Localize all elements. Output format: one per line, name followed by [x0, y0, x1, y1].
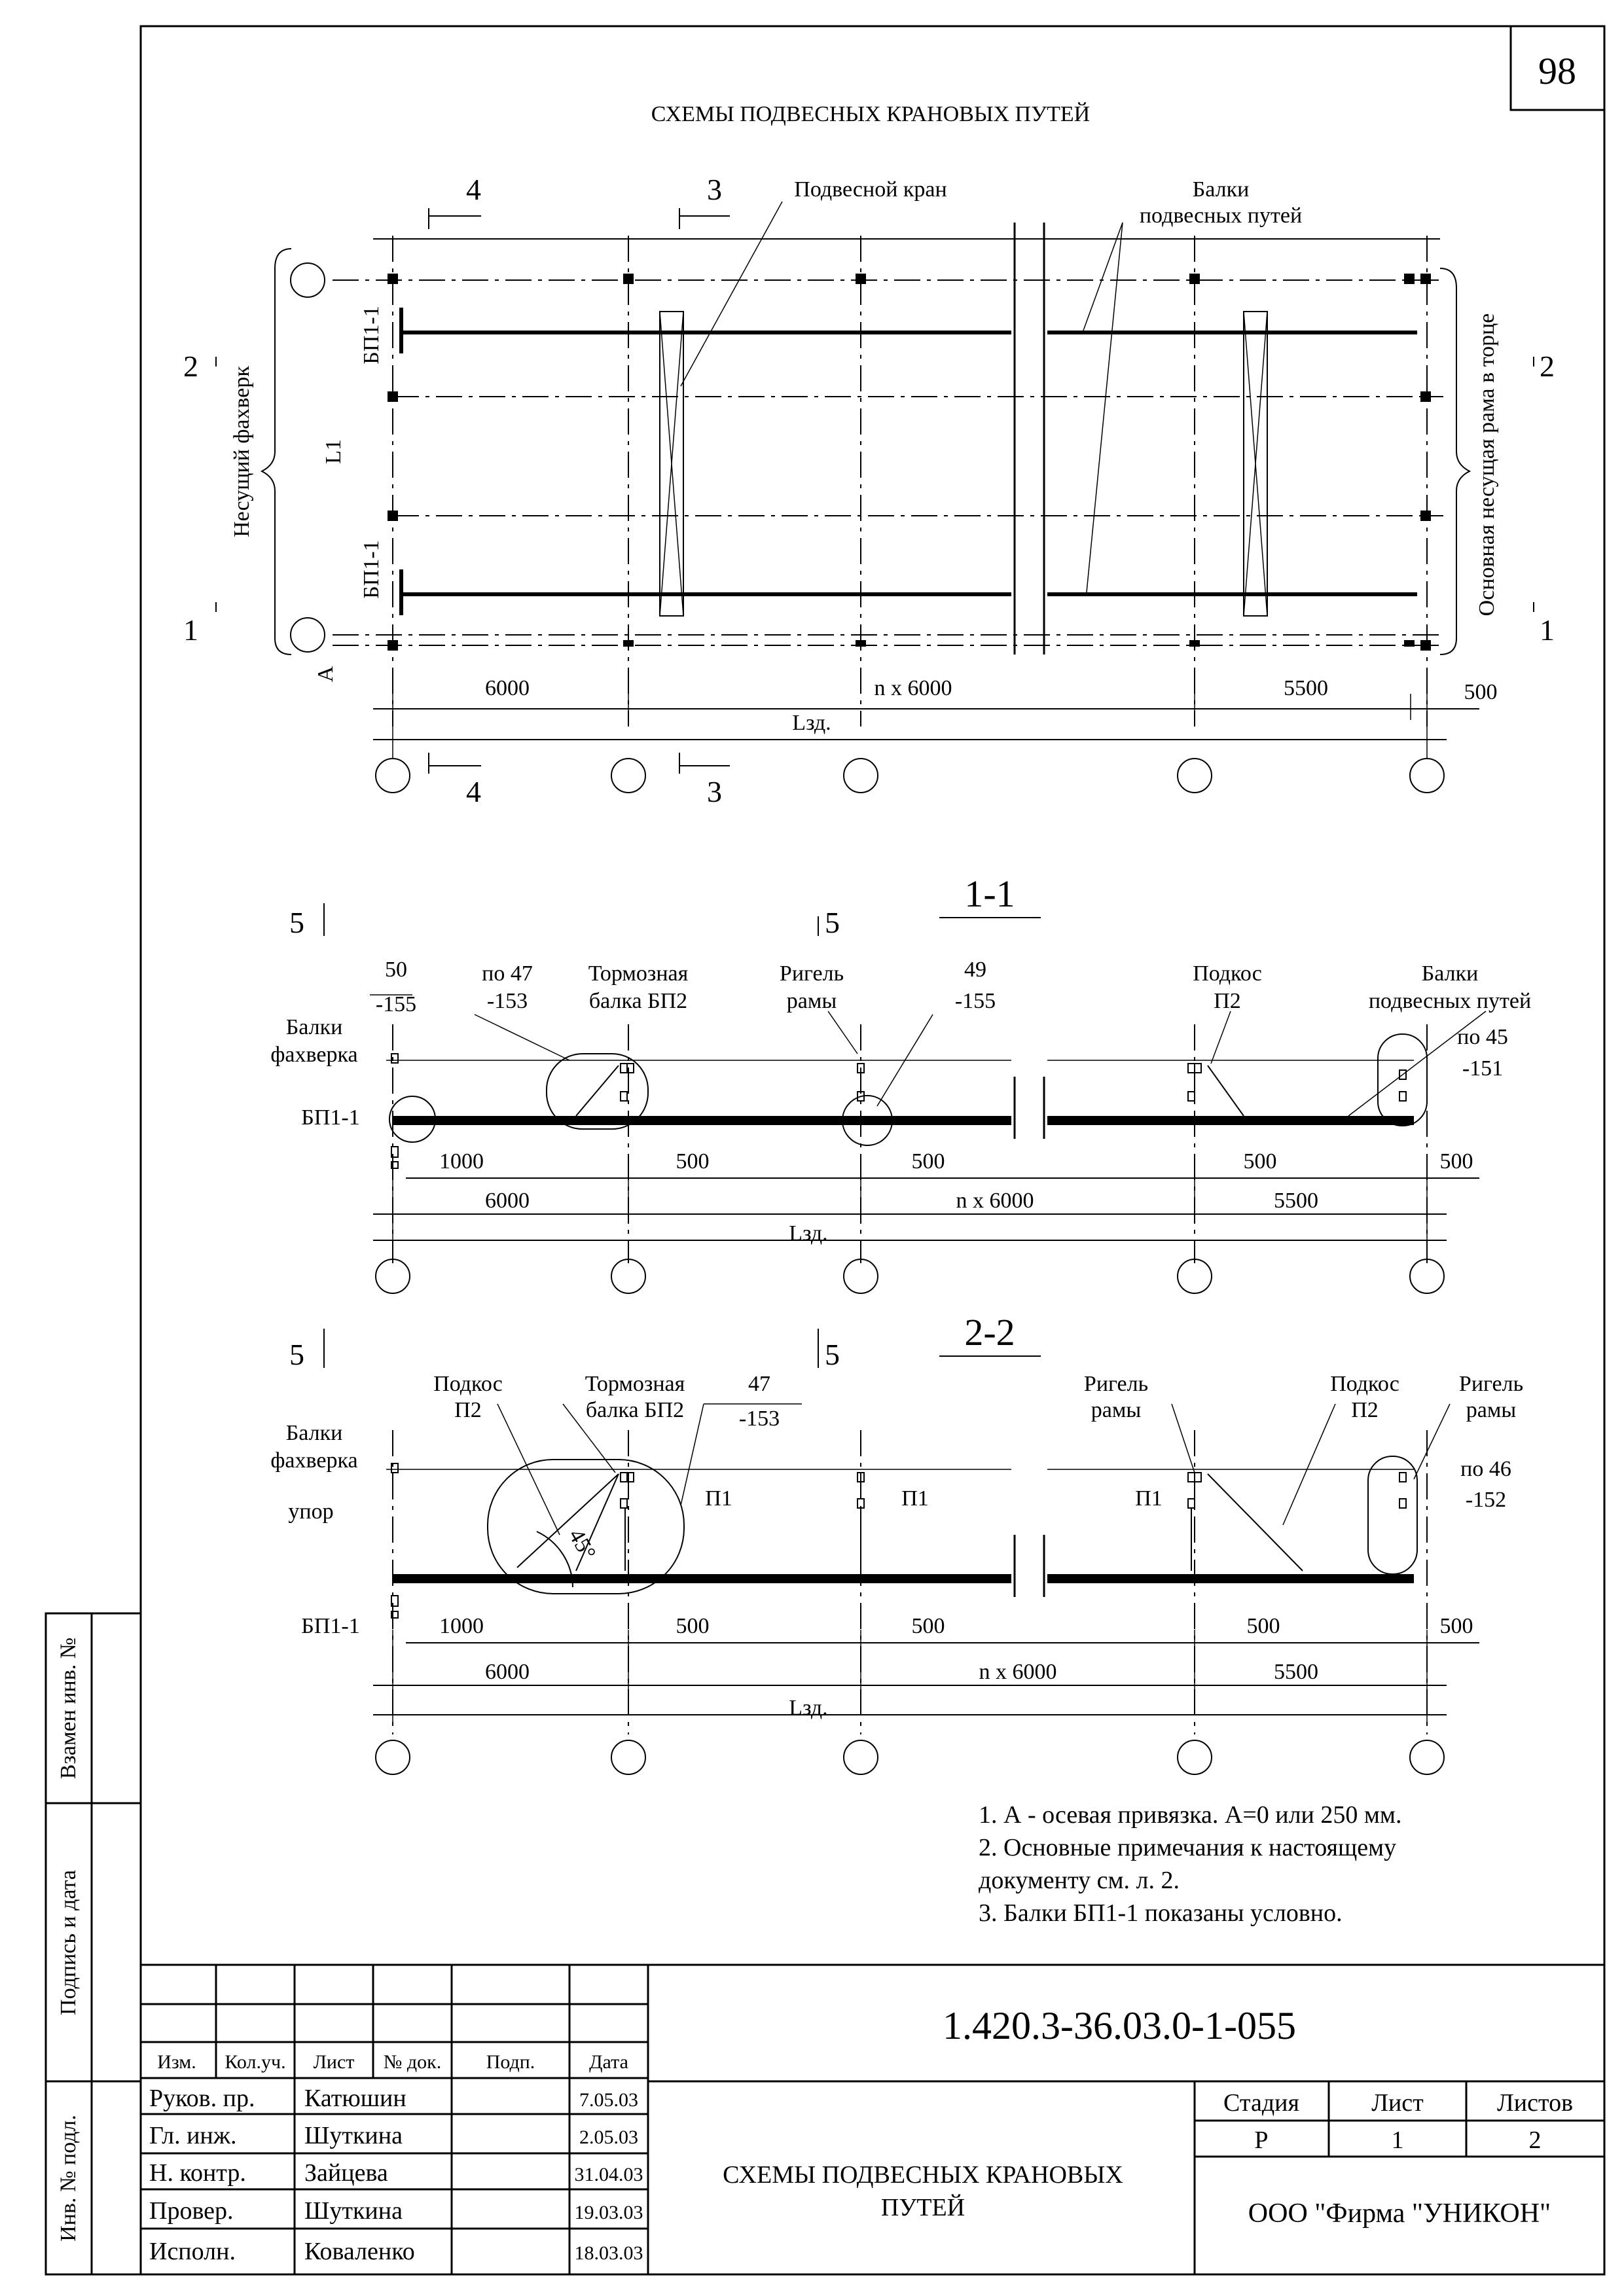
s22-label-p1-b: П1 [901, 1486, 929, 1511]
tb-sheet-header: Лист [1371, 2089, 1424, 2117]
plan-mark-3-bottom: 3 [707, 775, 722, 808]
title-block-name-1: СХЕМЫ ПОДВЕСНЫХ КРАНОВЫХ [723, 2161, 1123, 2189]
s11-callout-4-top: по 45 [1457, 1025, 1508, 1049]
plan-label-right-brace: Основная несущая рама в торце [1475, 313, 1499, 617]
plan-mark-3-top: 3 [707, 173, 722, 206]
tb-row-name: Шуткина [304, 2122, 403, 2149]
tb-row-role: Н. контр. [149, 2159, 246, 2187]
tb-sheets-header: Листов [1496, 2089, 1574, 2117]
plan-mark-1-right: 1 [1540, 613, 1555, 647]
tb-row-role: Гл. инж. [149, 2122, 237, 2149]
s22-callout-47-bottom: -153 [738, 1407, 780, 1431]
s22-label-rigel-mid-1: Ригель [1083, 1372, 1149, 1396]
s22-label-rigel-mid-2: рамы [1091, 1398, 1142, 1422]
s11-callout-1-bottom: -155 [375, 992, 417, 1016]
s11-label-brake-2: балка БП2 [588, 989, 688, 1013]
plan-label-crane: Подвесной кран [794, 177, 947, 202]
plan-dim-5500: 5500 [1284, 676, 1328, 700]
plan-mark-1-left: 1 [183, 613, 198, 647]
s22-label-bp: БП1-1 [301, 1614, 360, 1638]
s22-dim-500-a: 500 [676, 1614, 710, 1638]
s11-callout-4-bottom: -151 [1462, 1056, 1504, 1081]
tb-company: ООО "Фирма "УНИКОН" [1248, 2198, 1551, 2229]
plan-dim-500: 500 [1464, 680, 1498, 704]
s22-dim-1000: 1000 [439, 1614, 484, 1638]
tb-row-date: 7.05.03 [579, 2089, 638, 2111]
drawing-title: СХЕМЫ ПОДВЕСНЫХ КРАНОВЫХ ПУТЕЙ [651, 102, 1091, 126]
s22-label-fakh-1: Балки [285, 1421, 343, 1445]
tb-col-data: Дата [589, 2051, 628, 2073]
s11-dim-500-d: 500 [1439, 1149, 1473, 1174]
s22-dim-n6000: n x 6000 [979, 1660, 1057, 1684]
s22-label-fakh-2: фахверка [270, 1448, 358, 1473]
s22-label-podkos-left-1: Подкос [433, 1372, 503, 1396]
tb-row-role: Исполн. [149, 2238, 236, 2265]
section-1-1-mark-right: 5 [825, 906, 840, 939]
tb-row-role: Провер. [149, 2197, 234, 2225]
s11-callout-2-bottom: -153 [486, 989, 528, 1013]
s22-label-brake-2: балка БП2 [585, 1398, 685, 1422]
s22-dim-500-c: 500 [1246, 1614, 1280, 1638]
s22-callout-47-top: 47 [748, 1372, 770, 1396]
s11-dim-500-a: 500 [676, 1149, 710, 1174]
note-2: 2. Основные примечания к настоящему [979, 1834, 1397, 1861]
tb-col-list: Лист [313, 2051, 355, 2073]
plan-view [216, 202, 1534, 793]
s11-label-fakh-1: Балки [285, 1015, 343, 1039]
tb-stage-value: Р [1254, 2126, 1269, 2154]
plan-dim-n6000: n x 6000 [874, 676, 952, 700]
s11-dim-500-c: 500 [1243, 1149, 1277, 1174]
section-2-2-title: 2-2 [964, 1311, 1015, 1354]
s22-label-rigel-right-2: рамы [1466, 1398, 1517, 1422]
plan-label-L1: L1 [321, 439, 346, 464]
plan-label-A: А [314, 666, 338, 683]
s11-callout-2-top: по 47 [482, 961, 533, 986]
tb-col-podp: Подп. [486, 2051, 535, 2073]
s11-dim-total: Lзд. [789, 1221, 828, 1246]
s22-label-rigel-right-1: Ригель [1458, 1372, 1524, 1396]
s11-dim-n6000: n x 6000 [956, 1189, 1034, 1213]
plan-label-left-brace: Несущий фахверк [230, 366, 254, 537]
plan-mark-4-top: 4 [466, 173, 481, 206]
tb-row-name: Зайцева [304, 2159, 388, 2187]
tb-row-date: 2.05.03 [579, 2126, 638, 2148]
s22-dim-total: Lзд. [789, 1696, 828, 1720]
s11-dim-1000: 1000 [439, 1149, 484, 1174]
s11-label-fakh-2: фахверка [270, 1043, 358, 1067]
section-2-2-mark-right: 5 [825, 1338, 840, 1371]
s22-dim-5500: 5500 [1274, 1660, 1318, 1684]
sheet-number: 98 [1538, 50, 1576, 92]
s11-label-podkos-1: Подкос [1193, 961, 1262, 986]
s22-label-podkos-right-1: Подкос [1330, 1372, 1399, 1396]
s22-callout-46-bottom: -152 [1465, 1488, 1507, 1512]
s11-label-beams-2: подвесных путей [1368, 989, 1532, 1013]
s11-dim-5500: 5500 [1274, 1189, 1318, 1213]
s11-dim-6000: 6000 [485, 1189, 530, 1213]
side-stamp-inv: Инв. № подл. [56, 2115, 81, 2242]
s22-dim-500-d: 500 [1439, 1614, 1473, 1638]
plan-mark-2-right: 2 [1540, 350, 1555, 383]
s22-label-brake-1: Тормозная [585, 1372, 685, 1396]
tb-row-name: Шуткина [304, 2197, 403, 2225]
plan-dim-total: Lзд. [792, 711, 831, 735]
tb-col-izm: Изм. [157, 2051, 196, 2073]
s11-label-bp: БП1-1 [301, 1105, 360, 1130]
s11-label-rigel-2: рамы [786, 989, 837, 1013]
s22-dim-500-b: 500 [911, 1614, 945, 1638]
tb-row-date: 19.03.03 [574, 2202, 643, 2223]
s11-callout-1-top: 50 [385, 958, 407, 982]
s11-label-beams-1: Балки [1421, 961, 1479, 986]
s11-callout-3-bottom: -155 [954, 989, 996, 1013]
note-1: 1. А - осевая привязка. А=0 или 250 мм. [979, 1801, 1402, 1829]
title-block-name-2: ПУТЕЙ [880, 2194, 965, 2221]
s11-callout-3-top: 49 [964, 958, 986, 982]
s11-label-rigel-1: Ригель [779, 961, 844, 986]
tb-col-ndok: № док. [383, 2051, 442, 2073]
title-block-code: 1.420.3-36.03.0-1-055 [943, 2004, 1296, 2047]
s22-dim-6000: 6000 [485, 1660, 530, 1684]
plan-mark-2-left: 2 [183, 350, 198, 383]
s11-label-podkos-2: П2 [1214, 989, 1241, 1013]
section-2-2-mark-left: 5 [289, 1338, 304, 1371]
plan-label-bp-top: БП1-1 [359, 306, 384, 365]
tb-stage-header: Стадия [1223, 2089, 1299, 2117]
s22-label-podkos-left-2: П2 [454, 1398, 482, 1422]
plan-dim-6000: 6000 [485, 676, 530, 700]
tb-col-koluch: Кол.уч. [225, 2051, 286, 2073]
plan-mark-4-bottom: 4 [466, 775, 481, 808]
s11-label-brake-1: Тормозная [588, 961, 689, 986]
plan-label-beams-2: подвесных путей [1139, 204, 1303, 228]
s11-dim-500-b: 500 [911, 1149, 945, 1174]
s22-label-p1-c: П1 [1135, 1486, 1163, 1511]
s22-label-podkos-right-2: П2 [1351, 1398, 1379, 1422]
plan-label-bp-bottom: БП1-1 [359, 540, 384, 599]
note-2-cont: документу см. л. 2. [979, 1867, 1180, 1894]
section-1-1-title: 1-1 [964, 872, 1015, 915]
tb-row-date: 31.04.03 [574, 2164, 643, 2185]
plan-label-beams-1: Балки [1192, 177, 1250, 202]
tb-sheets-value: 2 [1528, 2126, 1542, 2154]
s22-label-p1-a: П1 [705, 1486, 732, 1511]
note-3: 3. Балки БП1-1 показаны условно. [979, 1899, 1343, 1927]
section-1-1-mark-left: 5 [289, 906, 304, 939]
s22-callout-46-top: по 46 [1460, 1457, 1511, 1481]
tb-row-name: Коваленко [304, 2238, 415, 2265]
s22-label-angle: 45° [564, 1524, 601, 1564]
tb-sheet-value: 1 [1391, 2126, 1404, 2154]
s22-label-upor: упор [288, 1499, 334, 1524]
tb-row-role: Руков. пр. [149, 2085, 255, 2112]
tb-row-date: 18.03.03 [574, 2242, 643, 2264]
side-stamp-podpis: Подпись и дата [56, 1870, 81, 2015]
side-stamp-vzamen: Взамен инв. № [56, 1637, 81, 1780]
tb-row-name: Катюшин [304, 2085, 406, 2112]
